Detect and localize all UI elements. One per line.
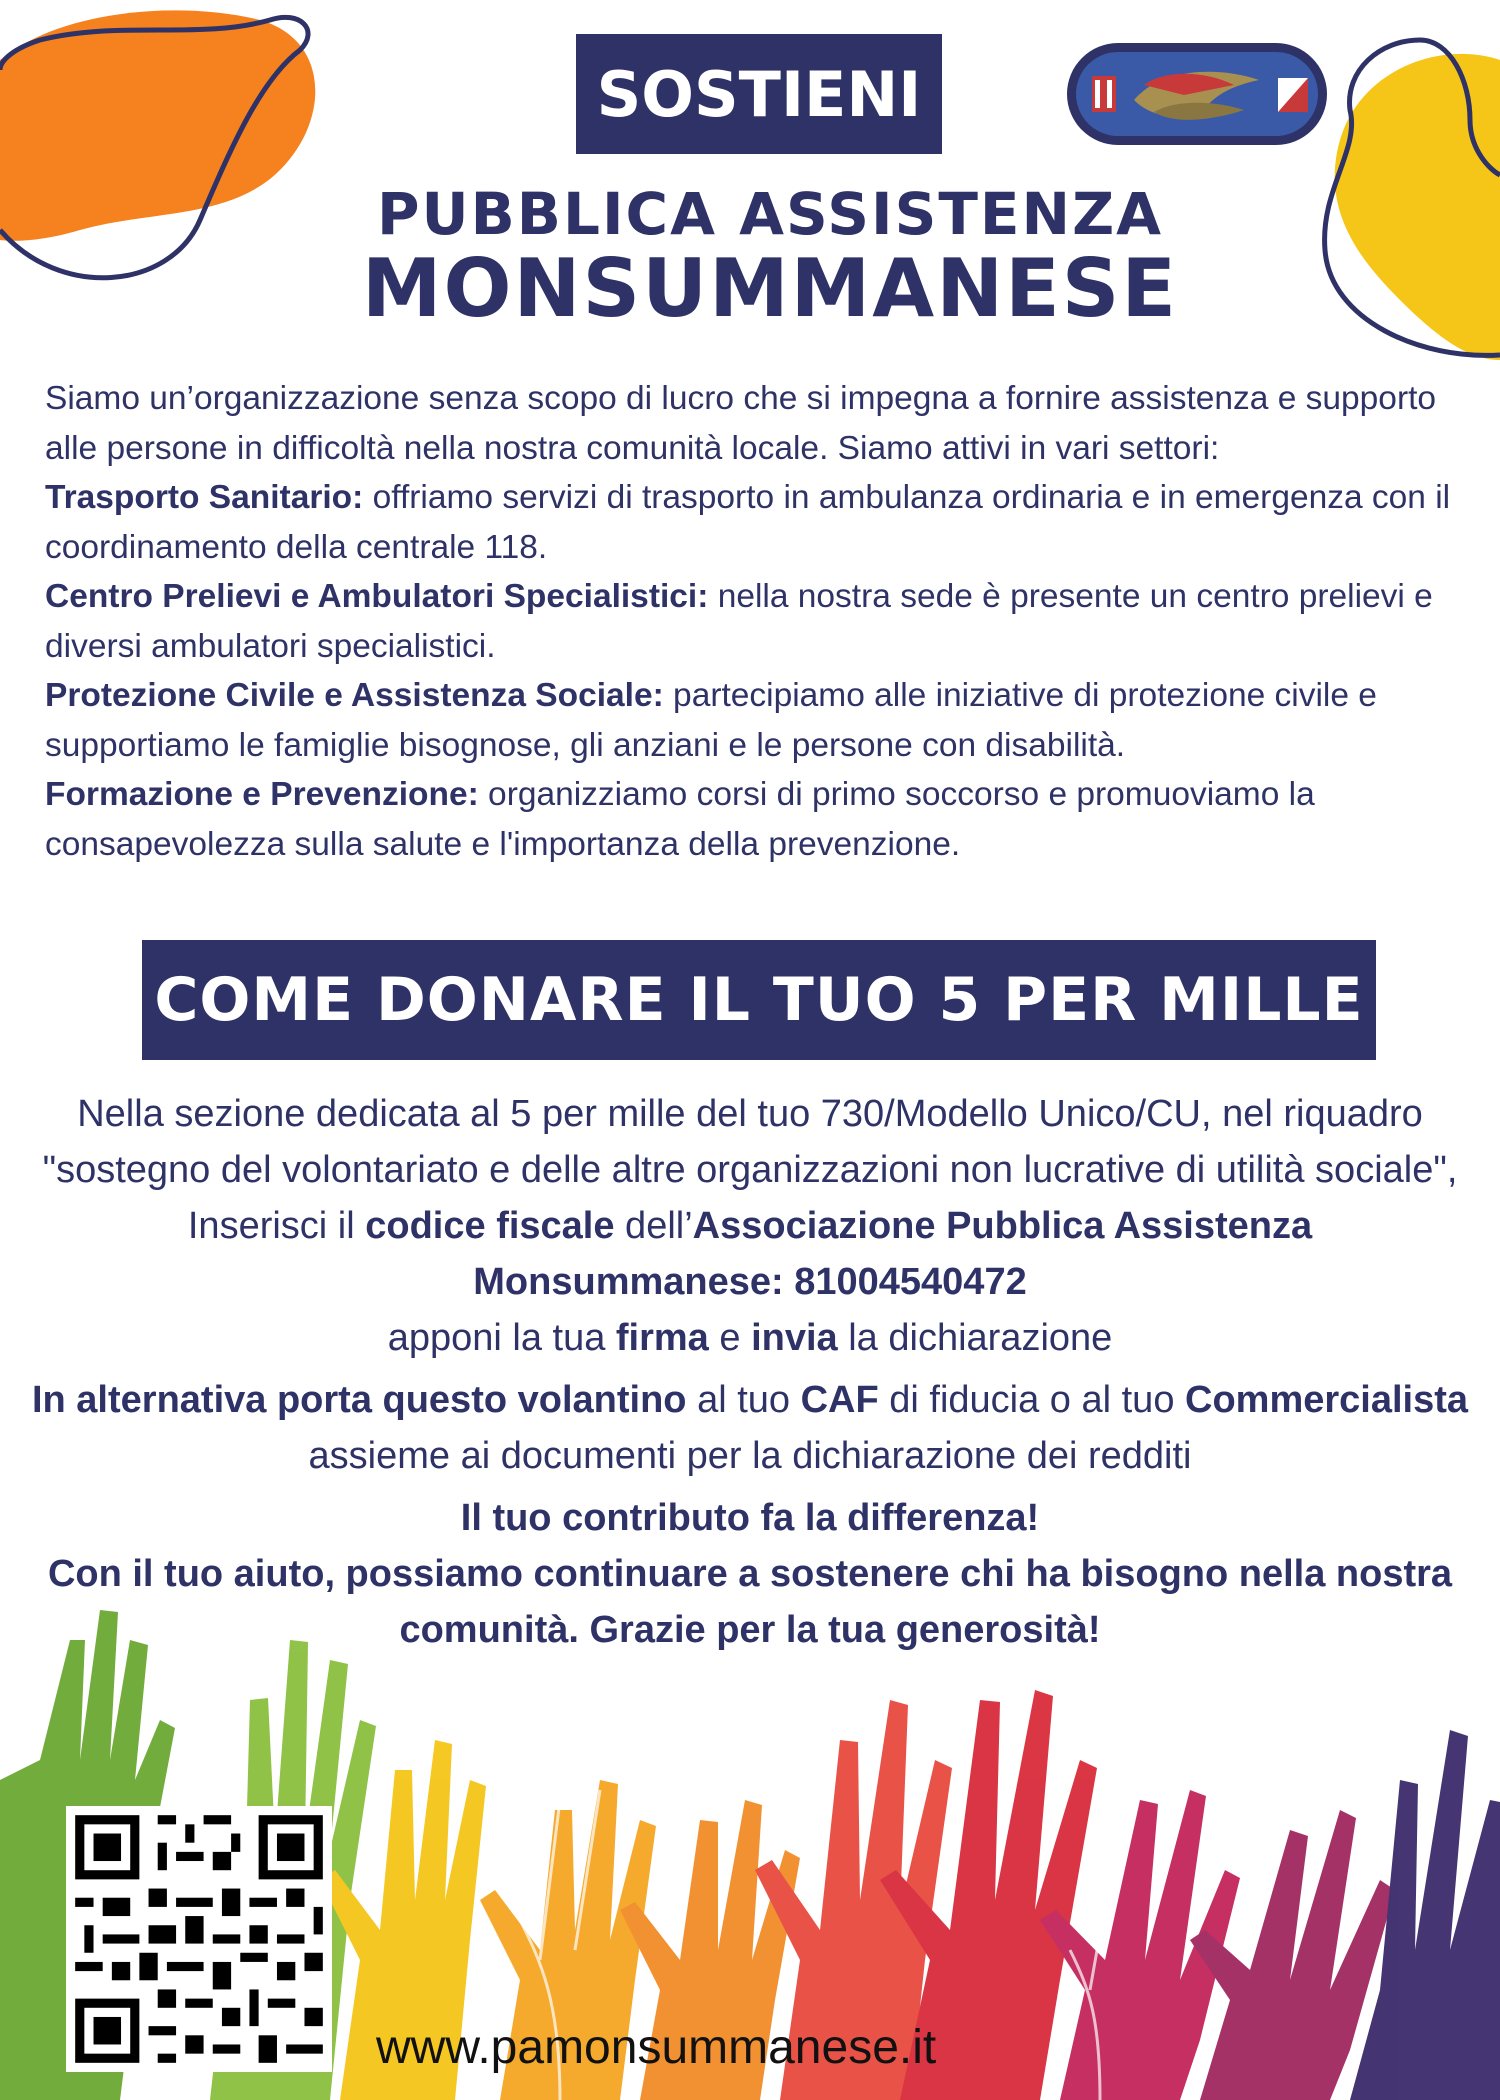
sector-title: Trasporto Sanitario: [45,479,364,516]
organization-logo [1064,40,1330,148]
sector-text: nella nostra sede è presente un centro prelievi e diversi ambulatori specialistici. [45,578,1433,665]
donate-paragraph-1: Nella sezione dedicata al 5 per mille del tuo 730/Modello Unico/CU, nel riquadro "sostegno del volontariato e delle altre organizzazioni non lucrative di utilità sociale", Inserisci il codice fiscale dell’Associazione Pubblica Assistenza Monsummanese: 81004540472 [42,1093,1458,1303]
website-link[interactable]: www.pamonsummanese.it [376,2021,937,2074]
sector-item [45,671,1465,770]
sector-text: offriamo servizi di trasporto in ambulanza ordinaria e in emergenza con il coordinamento della centrale 118. [45,479,1451,566]
qr-code-icon[interactable] [66,1806,332,2072]
thanks-line-2: Con il tuo aiuto, possiamo continuare a sostenere chi ha bisogno nella nostra comunità. Grazie per la tua generosità! [47,1553,1453,1651]
sector-title: Protezione Civile e Assistenza Sociale: [45,677,664,714]
sector-title: Formazione e Prevenzione: [45,776,479,813]
page-title-line1: PUBBLICA ASSISTENZA [376,180,1164,248]
donate-paragraph-2: apponi la tua firma e invia la dichiarazione [387,1317,1113,1359]
donate-instructions [30,1086,1470,1658]
intro-section [45,374,1465,869]
sector-item [45,572,1465,671]
sector-text: partecipiamo alle iniziative di protezione civile e supportiamo le famiglie bisognose, gli anziani e le persone con disabilità. [45,677,1377,764]
thanks-line-1: Il tuo contributo fa la differenza! [460,1497,1040,1539]
fiscal-code: Associazione Pubblica Assistenza Monsummanese: 81004540472 [473,1205,1313,1303]
sector-item [45,770,1465,869]
sector-title: Centro Prelievi e Ambulatori Specialistici: [45,578,709,615]
intro-paragraph: Siamo un’organizzazione senza scopo di lucro che si impegna a fornire assistenza e supporto alle persone in difficoltà nella nostra comunità locale. Siamo attivi in vari settori: [45,380,1437,467]
donate-heading: COME DONARE IL TUO 5 PER MILLE [142,940,1376,1060]
donate-paragraph-3: In alternativa porta questo volantino al tuo CAF di fiducia o al tuo Commercialista assieme ai documenti per la dichiarazione dei redditi [31,1379,1469,1477]
page-title-line2: MONSUMMANESE [361,242,1179,335]
sector-text: organizziamo corsi di primo soccorso e promuoviamo la consapevolezza sulla salute e l'importanza della prevenzione. [45,776,1315,863]
sector-item [45,473,1465,572]
sostieni-badge: SOSTIENI [576,34,942,154]
